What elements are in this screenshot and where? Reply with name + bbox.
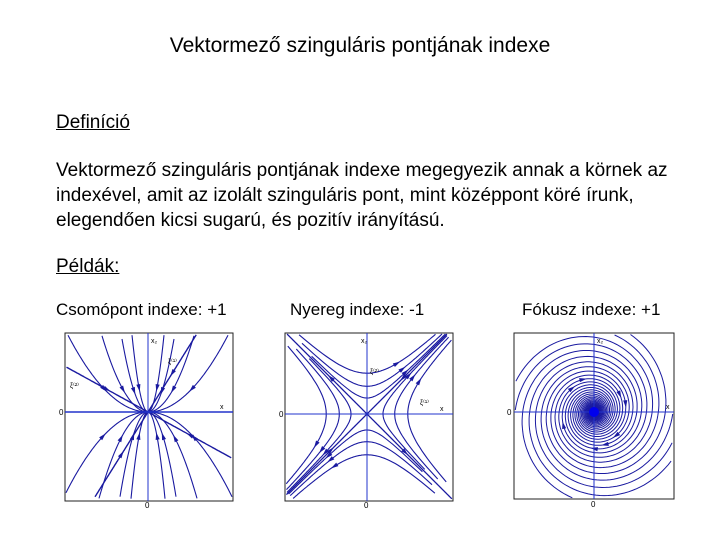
focus-x-axis-label: x (666, 404, 670, 411)
focus-origin-label-bottom: 0 (591, 500, 596, 509)
saddle-y-axis-label: x₂ (361, 338, 368, 345)
node-trajectory (122, 339, 148, 412)
saddle-arrow (331, 463, 338, 469)
saddle-trajectory (287, 359, 351, 493)
definition-heading: Definíció (56, 112, 130, 133)
node-arrow (173, 435, 178, 443)
node-arrow (136, 384, 140, 392)
saddle-origin-label: 0 (279, 410, 284, 419)
node-trajectory (148, 412, 232, 497)
saddle-separatrix (367, 334, 447, 414)
node-curve-label-2: ξ⁽²⁾ (70, 383, 79, 390)
node-trajectory (148, 412, 165, 499)
saddle-arrow (314, 441, 320, 448)
saddle-arrow (416, 378, 422, 385)
node-arrow (118, 451, 124, 458)
focus-arrow (623, 400, 627, 408)
node-arrow (131, 387, 135, 395)
saddle-origin-label-bottom: 0 (364, 501, 369, 510)
node-arrow (136, 432, 140, 440)
saddle-arrow (393, 361, 400, 367)
saddle-separatrix (286, 414, 367, 495)
saddle-trajectory (289, 430, 423, 494)
examples-heading: Példák: (56, 256, 120, 277)
node-trajectory (102, 336, 148, 412)
node-arrow (162, 432, 166, 440)
node-arrow (170, 369, 176, 376)
saddle-trajectory (383, 336, 447, 470)
node-origin-label: 0 (59, 408, 64, 417)
node-arrow (118, 435, 123, 443)
focus-arrow (579, 378, 587, 382)
node-arrow (156, 384, 160, 392)
focus-example-label: Fókusz indexe: +1 (522, 300, 661, 319)
node-phase-portrait (56, 326, 240, 510)
saddle-trajectory (312, 334, 446, 398)
focus-origin-label: 0 (507, 408, 512, 417)
node-curve-label-1: ξ⁽¹⁾ (168, 359, 177, 366)
focus-phase-portrait (498, 326, 682, 510)
node-arrow (171, 386, 176, 393)
saddle-separatrix (287, 334, 367, 414)
saddle-x-axis-label: x (440, 406, 444, 413)
node-x-axis-label: x (220, 404, 224, 411)
focus-center-point (589, 407, 599, 417)
saddle-curve-label-2: ξ⁽¹⁾ (420, 400, 429, 407)
focus-arrow (601, 442, 609, 446)
slide-title: Vektormező szinguláris pontjának indexe (169, 34, 551, 57)
saddle-phase-portrait (276, 326, 460, 510)
node-example-label: Csomópont indexe: +1 (56, 300, 227, 319)
focus-y-axis-label: x₂ (597, 338, 604, 345)
saddle-curve-label-1: ξ⁽²⁾ (370, 369, 379, 376)
node-origin-label-bottom: 0 (145, 501, 150, 510)
node-trajectory (132, 335, 148, 412)
node-trajectory (148, 335, 164, 412)
definition-text: Vektormező szinguláris pontjának indexe megegyezik annak a körnek az indexével, amit az izolált szinguláris pont, mint középpont köré írunk, elegendően kicsi sugarú, és pozitív irányítású. (56, 160, 668, 231)
saddle-frame (285, 333, 453, 501)
node-frame (65, 333, 233, 501)
node-trajectory (120, 412, 148, 497)
node-arrow (156, 432, 160, 440)
node-arrow (120, 386, 125, 393)
saddle-example-label: Nyereg indexe: -1 (290, 300, 425, 319)
node-trajectory (68, 335, 148, 412)
node-y-axis-label: x₂ (151, 338, 158, 345)
node-trajectory (66, 412, 148, 493)
